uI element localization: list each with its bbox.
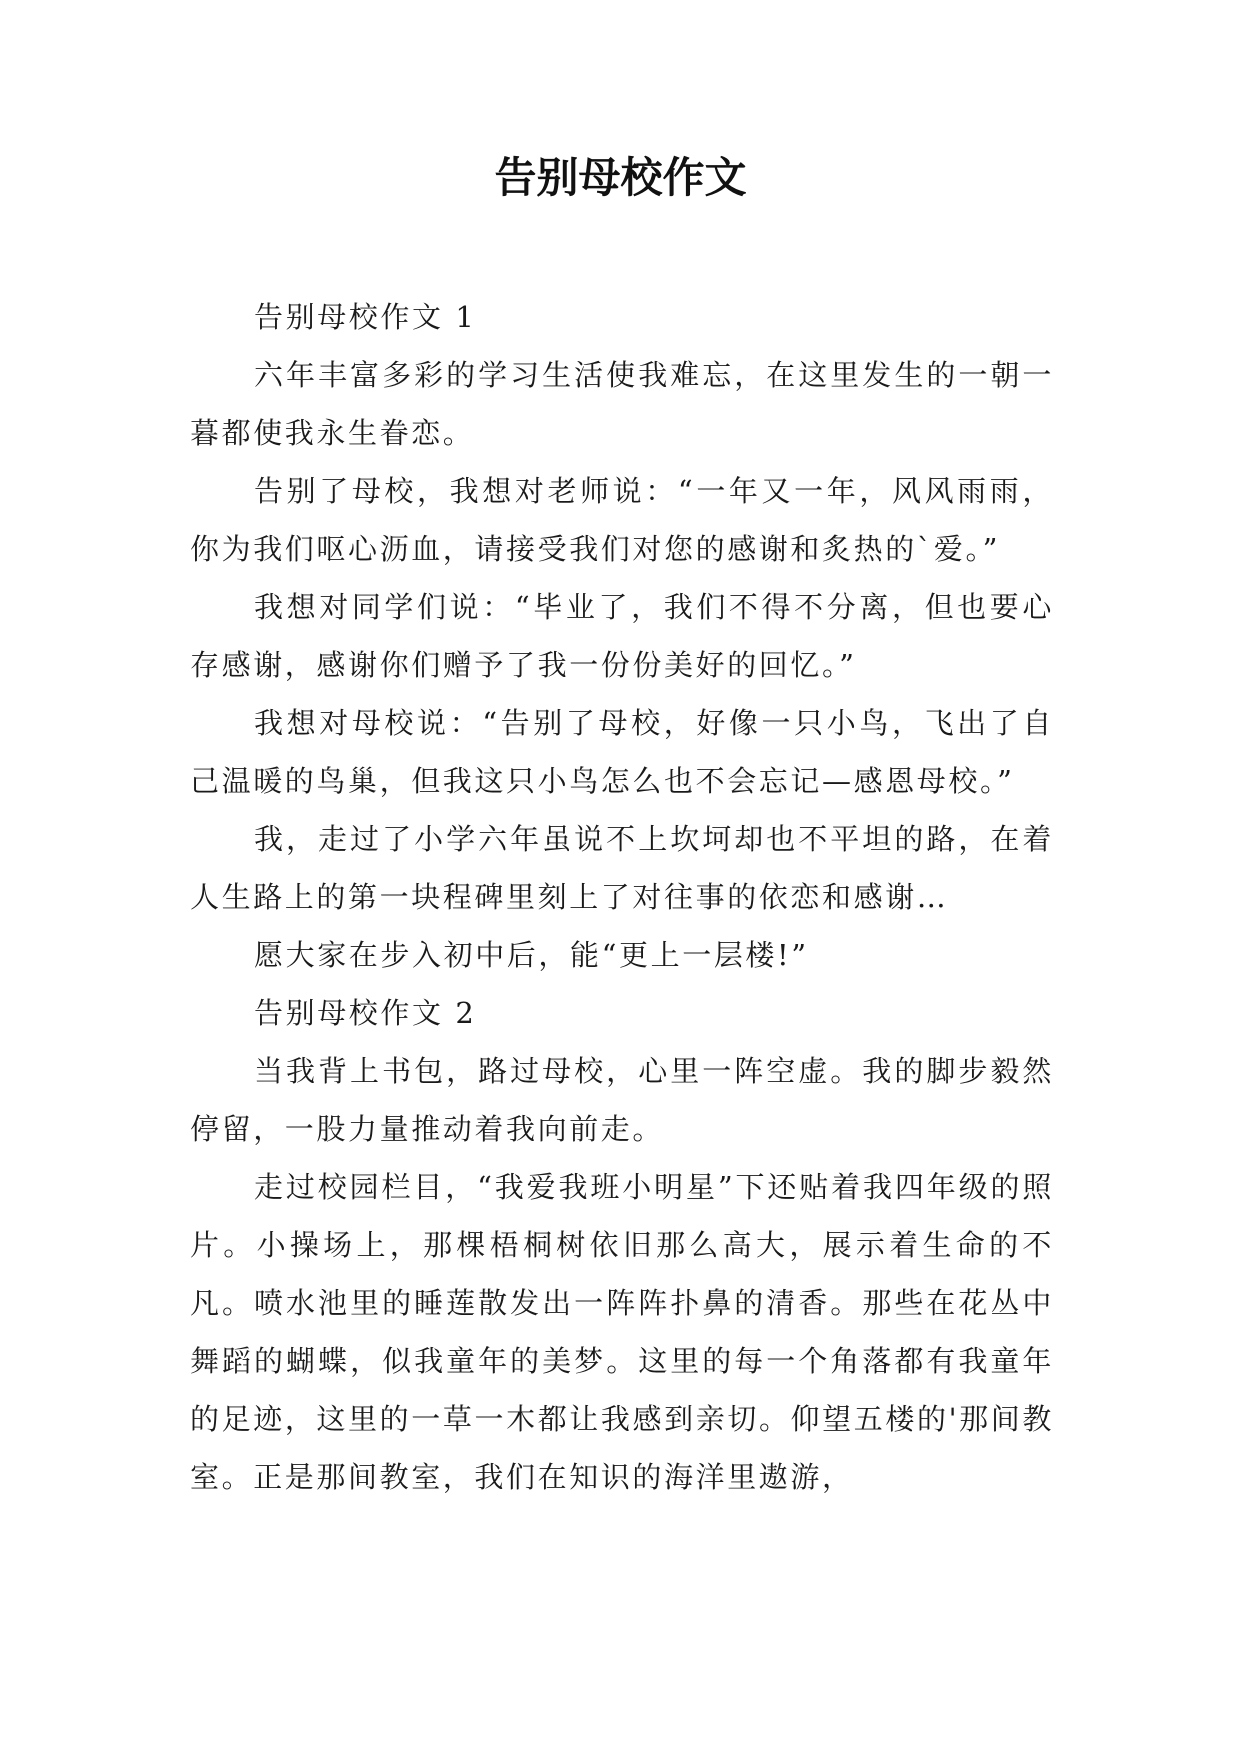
paragraph: 我，走过了小学六年虽说不上坎坷却也不平坦的路，在着人生路上的第一块程碑里刻上了对往事的依恋和感谢… xyxy=(190,822,1054,914)
paragraph: 愿大家在步入初中后，能“更上一层楼!” xyxy=(254,938,809,972)
paragraph: 六年丰富多彩的学习生活使我难忘，在这里发生的一朝一暮都使我永生眷恋。 xyxy=(190,358,1054,450)
paragraph: 告别了母校，我想对老师说：“一年又一年，风风雨雨，你为我们呕心沥血，请接受我们对您的感谢和炙热的`爱。” xyxy=(190,474,1054,566)
section-heading-2: 告别母校作文 2 xyxy=(254,996,477,1030)
paragraph: 我想对同学们说：“毕业了，我们不得不分离，但也要心存感谢，感谢你们赠予了我一份份美好的回忆。” xyxy=(190,590,1054,682)
paragraph: 当我背上书包，路过母校，心里一阵空虚。我的脚步毅然停留，一股力量推动着我向前走。 xyxy=(190,1054,1054,1146)
paragraph: 我想对母校说：“告别了母校，好像一只小鸟，飞出了自己温暖的鸟巢，但我这只小鸟怎么也不会忘记—感恩母校。” xyxy=(190,706,1054,798)
section-heading-1: 告别母校作文 1 xyxy=(254,300,477,334)
document-body xyxy=(190,288,1054,1506)
paragraph: 走过校园栏目，“我爱我班小明星”下还贴着我四年级的照片。小操场上，那棵梧桐树依旧那么高大，展示着生命的不凡。喷水池里的睡莲散发出一阵阵扑鼻的清香。那些在花丛中舞蹈的蝴蝶，似我童年的美梦。这里的每一个角落都有我童年的足迹，这里的一草一木都让我感到亲切。仰望五楼的'那间教室。正是那间教室，我们在知识的海洋里遨游， xyxy=(190,1170,1054,1494)
document-title: 告别母校作文 xyxy=(494,153,747,202)
